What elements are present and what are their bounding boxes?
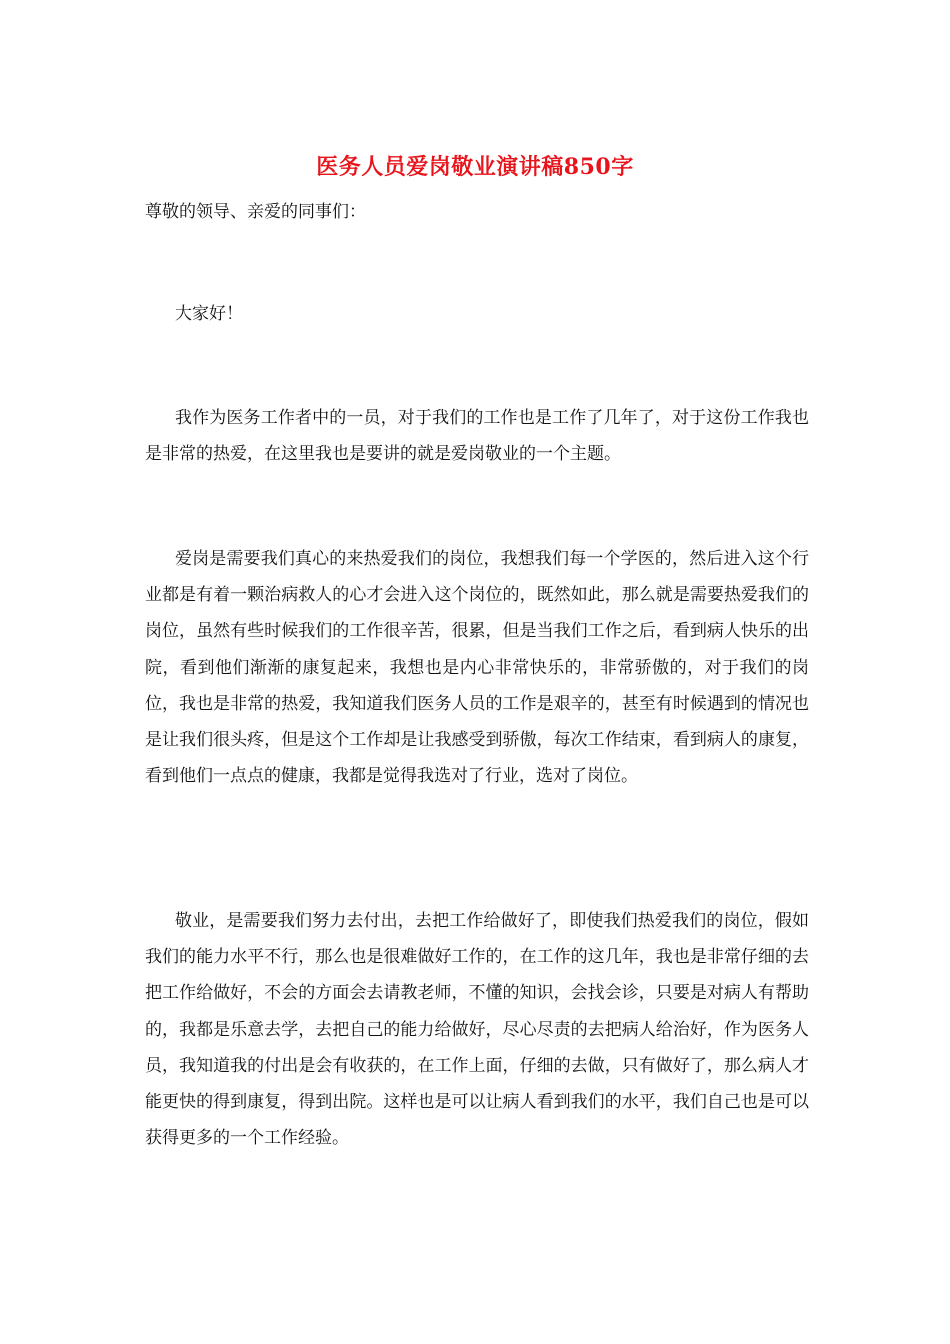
body-paragraph-1: 我作为医务工作者中的一员，对于我们的工作也是工作了几年了，对于这份工作我也是非常的热爱，在这里我也是要讲的就是爱岗敬业的一个主题。 <box>145 408 809 465</box>
body-paragraph-2: 爱岗是需要我们真心的来热爱我们的岗位，我想我们每一个学医的，然后进入这个行业都是有着一颗治病救人的心才会进入这个岗位的，既然如此，那么就是需要热爱我们的岗位，虽然有些时候我们的工作很辛苦，很累，但是当我们工作之后，看到病人快乐的出院，看到他们渐渐的康复起来，我想也是内心非常快乐的，非常骄傲的，对于我们的岗位，我也是非常的热爱，我知道我们医务人员的工作是艰辛的，甚至有时候遇到的情况也是让我们很头疼，但是这个工作却是让我感受到骄傲，每次工作结束，看到病人的康复，看到他们一点点的健康，我都是觉得我选对了行业，选对了岗位。 <box>145 549 809 787</box>
salutation: 尊敬的领导、亲爱的同事们： <box>145 202 366 222</box>
greeting-paragraph: 大家好！ <box>175 304 243 324</box>
document-title: 医务人员爱岗敬业演讲稿850字 <box>316 154 634 180</box>
body-paragraph-3: 敬业，是需要我们努力去付出，去把工作给做好了，即使我们热爱我们的岗位，假如我们的能力水平不行，那么也是很难做好工作的，在工作的这几年，我也是非常仔细的去把工作给做好，不会的方面会去请教老师，不懂的知识，会找会诊，只要是对病人有帮助的，我都是乐意去学，去把自己的能力给做好，尽心尽责的去把病人给治好，作为医务人员，我知道我的付出是会有收获的，在工作上面，仔细的去做，只有做好了，那么病人才能更快的得到康复，得到出院。这样也是可以让病人看到我们的水平，我们自己也是可以获得更多的一个工作经验。 <box>145 911 809 1149</box>
